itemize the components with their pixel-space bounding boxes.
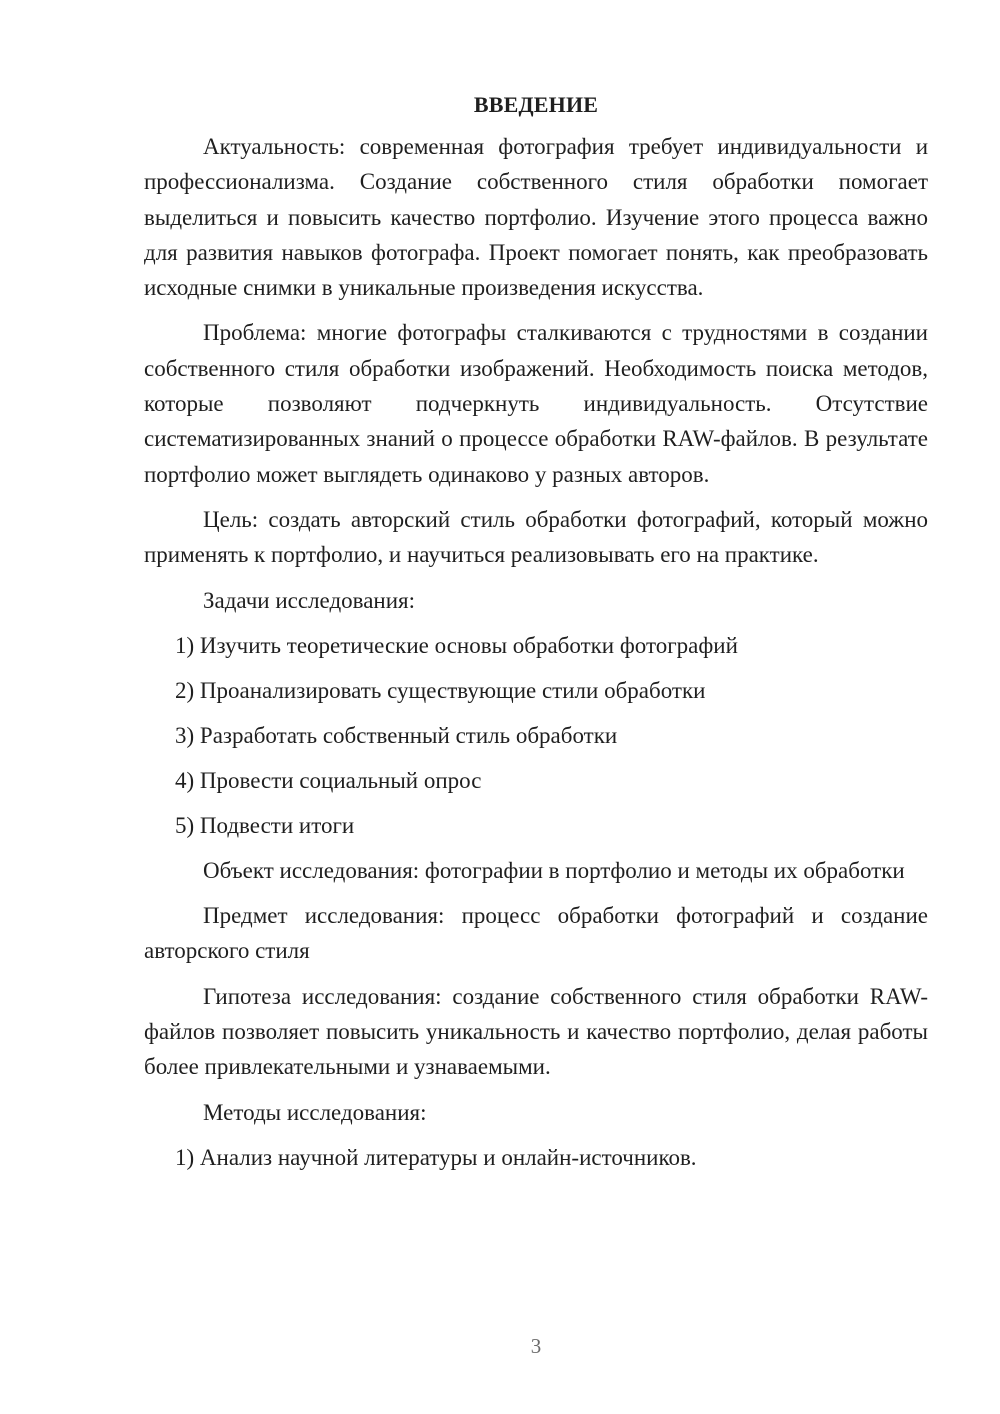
section-title: ВВЕДЕНИЕ [473, 92, 599, 117]
task-list-item: 5) Подвести итоги [175, 812, 355, 838]
method-list-item: 1) Анализ научной литературы и онлайн-источников. [175, 1144, 697, 1170]
task-list-item: 1) Изучить теоретические основы обработки фотографий [175, 632, 738, 658]
task-list-item: 2) Проанализировать существующие стили обработки [175, 677, 706, 703]
page-number: 3 [530, 1334, 542, 1358]
document-page [144, 90, 928, 1185]
task-list-item: 4) Провести социальный опрос [175, 767, 482, 793]
task-list-item: 3) Разработать собственный стиль обработки [175, 722, 618, 748]
paragraph-goal: Цель: создать авторский стиль обработки фотографий, который можно применять к портфолио, и научиться реализовывать его на практике. [144, 506, 928, 568]
paragraph-relevance: Актуальность: современная фотография требует индивидуальности и профессионализма. Создание собственного стиля обработки помогает выделиться и повысить качество портфолио. Изучение этого процесса важно для развития навыков фотографа. Проект помогает понять, как преобразовать исходные снимки в уникальные произведения искусства. [144, 134, 928, 301]
paragraph-tasks-heading: Задачи исследования: [203, 587, 416, 613]
paragraph-problem: Проблема: многие фотографы сталкиваются с трудностями в создании собственного стиля обработки изображений. Необходимость поиска методов, которые позволяют подчеркнуть индивидуальность. Отсутствие систематизированных знаний о процессе обработки RAW-файлов. В результате портфолио может выглядеть одинаково у разных авторов. [144, 320, 928, 487]
paragraph-hypothesis: Гипотеза исследования: создание собственного стиля обработки RAW-файлов позволяет повысить уникальность и качество портфолио, делая работы более привлекательными и узнаваемыми. [144, 983, 928, 1080]
paragraph-methods-heading: Методы исследования: [203, 1099, 427, 1125]
paragraph-object: Объект исследования: фотографии в портфолио и методы их обработки [203, 857, 905, 883]
paragraph-subject: Предмет исследования: процесс обработки фотографий и создание авторского стиля [144, 903, 928, 964]
